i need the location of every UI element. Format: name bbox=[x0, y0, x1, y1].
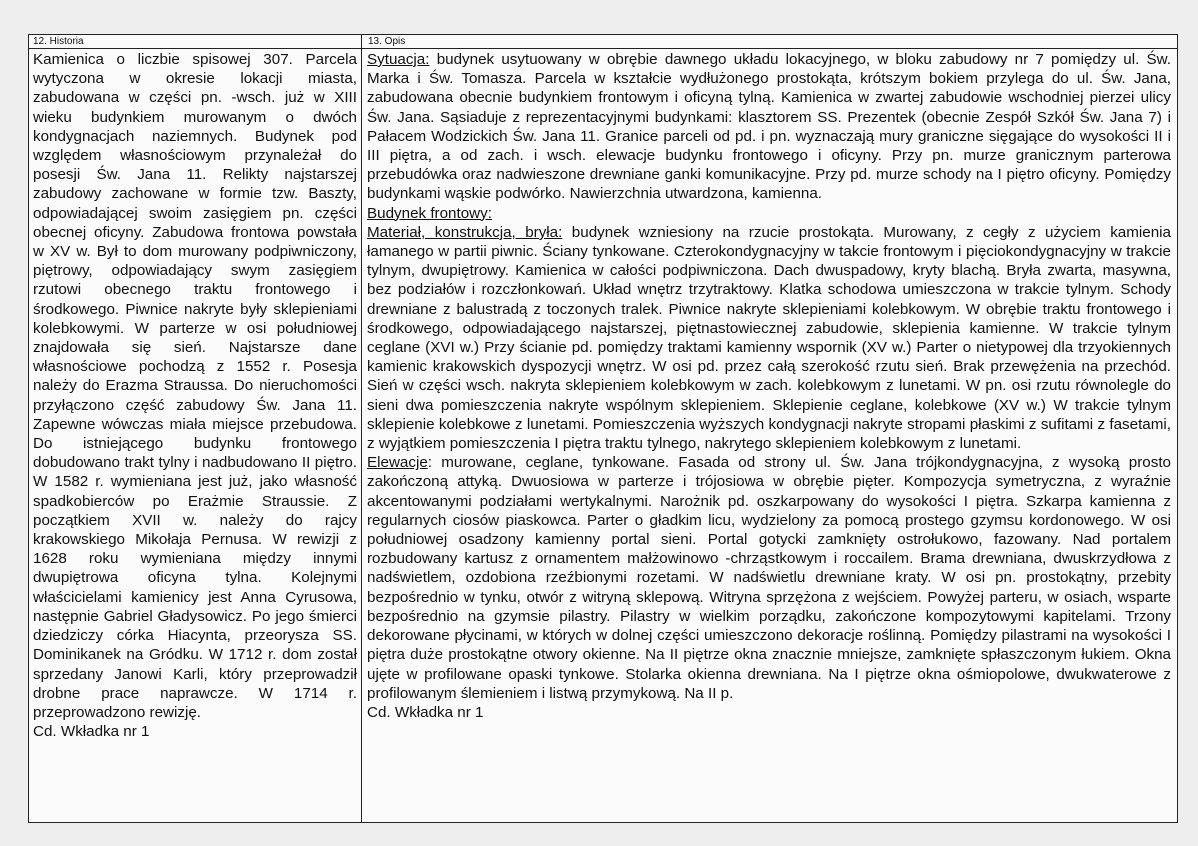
historia-text: Kamienica o liczbie spisowej 307. Parcela wytyczona w okresie lokacji miasta, zabudowana w części pn. -wsch. już w XIII wieku budynkiem murowanym o dwóch kondygnacjach naziemnych. Budynek pod względem własnościowym przynależał do posesji Św. Jana 11. Relikty najstarszej zabudowy zachowane w formie tzw. Baszty, odpowiadającej swoim zasięgiem pn. części obecnej oficyny. Zabudowa frontowa powstała w XV w. Był to dom murowany podpiwniczony, piętrowy, odpowiadający swym zasięgiem rzutowi obecnego traktu frontowego i środkowego. Piwnice nakryte były sklepieniami kolebkowymi. W parterze w osi południowej znajdowała się sień. Najstarsze dane własnościowe pochodzą z 1552 r. Posesja należy do Erazma Straussa. Do nieruchomości przyłączono część zabudowy Św. Jana 11. Zapewne wówczas miała miejsce przebudowa. Do istniejącego budynku frontowego dobudowano trakt tylny i nadbudowano II piętro. W 1582 r. wymieniana jest już, jako własność spadkobierców po Erażmie Straussie. Z początkiem XVII w. należy do rajcy krakowskiego Mikołaja Pernusa. W rewizji z 1628 roku wymieniana między innymi dwupiętrowa oficyna tylna. Kolejnymi właścicielami kamienicy jest Anna Cyrusowa, następnie Gabriel Gładysowicz. Po jego śmierci dziedziczy córka Hiacynta, przeorysza SS. Dominikanek na Gródku. W 1712 r. dom został sprzedany Janowi Karli, który przeprowadził drobne prace naprawcze. W 1714 r. przeprowadzono rewizję. bbox=[33, 51, 357, 721]
historia-column bbox=[31, 50, 359, 822]
opis-continuation: Cd. Wkładka nr 1 bbox=[367, 703, 484, 721]
opis-column bbox=[367, 50, 1173, 822]
column-divider bbox=[361, 35, 362, 822]
sytuacja-paragraph bbox=[367, 50, 1171, 204]
material-paragraph bbox=[367, 223, 1171, 453]
elewacje-paragraph bbox=[367, 453, 1171, 703]
material-text: budynek wzniesiony na rzucie prostokąta. Murowany, z cegły z użyciem kamienia łamanego w partii piwnic. Ściany tynkowane. Czterokondygnacyjny w takcie frontowym i pięciokondygnacyjny w trakcie tylnym, dwupiętrowy. Kamienica w całości podpiwniczona. Dach dwuspadowy, kryty blachą. Bryła zwarta, masywna, bez podziałów i rozczłonkowań. Układ wnętrz trzytraktowy. Klatka schodowa umieszczona w trakcie tylnym. Schody drewniane z balustradą z toczonych tralek. Piwnice nakryte sklepieniami kolebkowym. W obrębie traktu frontowego i środkowego, odpowiadającego najstarszej, piętnastowiecznej zabudowie, sklepienia kamienne. W trakcie tylnym ceglane (XVI w.) Przy ścianie pd. pomiędzy traktami kamienny wspornik (XV w.) Parter o nietypowej dla trzyokiennych kamienic krakowskich dyspozycji wnętrz. W osi pd. przez całą szerokość rzutu sień. Brak przewężenia na przechód. Sień w części wsch. nakryta sklepieniem kolebkowym w zach. kolebkowym z lunetami. W pn. osi rzutu równolegle do sieni dwa pomieszczenia nakryte wspólnym sklepieniem. Sklepienie ceglane, kolebkowe (XV w.) W trakcie tylnym sklepienie kolebkowe z lunetami. Pomieszczenia wyższych kondygnacji nakryte stropami płaskimi z sufitami z fasetami, z wyjątkiem pomieszczenia I piętra traktu tylnego, nakrytego sklepieniem kolebkowym z lunetami. bbox=[367, 223, 1171, 453]
historia-header: 12. Historia bbox=[29, 35, 361, 49]
sytuacja-text: budynek usytuowany w obrębie dawnego układu lokacyjnego, w bloku zabudowy nr 7 pomiędzy ul. Św. Marka i Św. Tomasza. Parcela w kształcie wydłużonego prostokąta, krótszym bokiem przylega do ul. Św. Jana, zabudowana obecnie budynkiem frontowym i oficyną tylną. Kamienica w zwartej zabudowie wschodniej pierzei ulicy Św. Jana. Sąsiaduje z reprezentacyjnymi budynkami: klasztorem SS. Prezentek (obecnie Zespół Szkół Św. Jana 7) i Pałacem Wodzickich Św. Jana 11. Granice parceli od pd. i pn. wyznaczają mury graniczne sięgające do wysokości II i III piętra, a od zach. i wsch. elewacje budynku frontowego i oficyny. Przy pn. murze granicznym parterowa przebudówka oraz nadwieszone drewniane ganki komunikacyjne. Przy pd. murze schody na I piętro oficyny. Pomiędzy budynkami wąskie podwórko. Nawierzchnia utwardzona, kamienna. bbox=[367, 51, 1171, 203]
sytuacja-heading: Sytuacja: bbox=[367, 51, 430, 68]
opis-header: 13. Opis bbox=[362, 35, 1177, 49]
historia-continuation: Cd. Wkładka nr 1 bbox=[33, 723, 150, 741]
material-heading: Materiał, konstrukcja, bryła: bbox=[367, 223, 563, 241]
elewacje-heading: Elewacje bbox=[367, 454, 428, 472]
elewacje-text: : murowane, ceglane, tynkowane. Fasada od strony ul. Św. Jana trójkondygnacyjna, z wysoką prosto zakończoną attyką. Dwuosiowa w parterze i trójosiowa w obrębie pięter. Kompozycja symetryczna, z wyraźnie akcentowanymi podziałami wertykalnymi. Narożnik pd. oszkarpowany do wysokości I piętra. Szkarpa kamienna z regularnych ciosów piaskowca. Parter o gładkim licu, wydzielony za pomocą prostego gzymsu kordonowego. W osi południowej osadzony kamienny portal sieni. Portal gotycki zamknięty ostrołukowo, fazowany. Nad portalem rozbudowany kartusz z ornamentem małżowinowo -chrząstkowym i roccailem. Brama drewniana, dwuskrzydłowa z nadświetlem, ozdobiona rzeźbionymi rozetami. W nadświetlu drewniane kraty. W osi pn. prostokątny, przebity bezpośrednio w tynku, otwór z witryną sklepową. Witryna sprzężona z wejściem. Powyżej parteru, w osiach, wsparte bezpośrednio na gzymsie pilastry. Pilastry w wielkim porządku, zakończone kompozytowymi kapitelami. Trzony dekorowane płycinami, w których w dolnej części umieszczono dekoracje roślinną. Pomiędzy pilastrami na wysokości I piętra duże prostokątne otwory okienne. Na II piętrze okna znacznie mniejsze, zamknięte spłaszczonym łukiem. Okna ujęte w profilowane opaski tynkowe. Stolarka okienna drewniana. Na I piętrze okna ośmiopolowe, dwukwaterowe z profilowanym ślemieniem i listwą przymykową. Na II p. bbox=[367, 454, 1171, 702]
budynek-frontowy-heading: Budynek frontowy: bbox=[367, 204, 492, 222]
record-sheet bbox=[28, 34, 1178, 823]
budynek-frontowy-paragraph bbox=[367, 204, 1171, 223]
